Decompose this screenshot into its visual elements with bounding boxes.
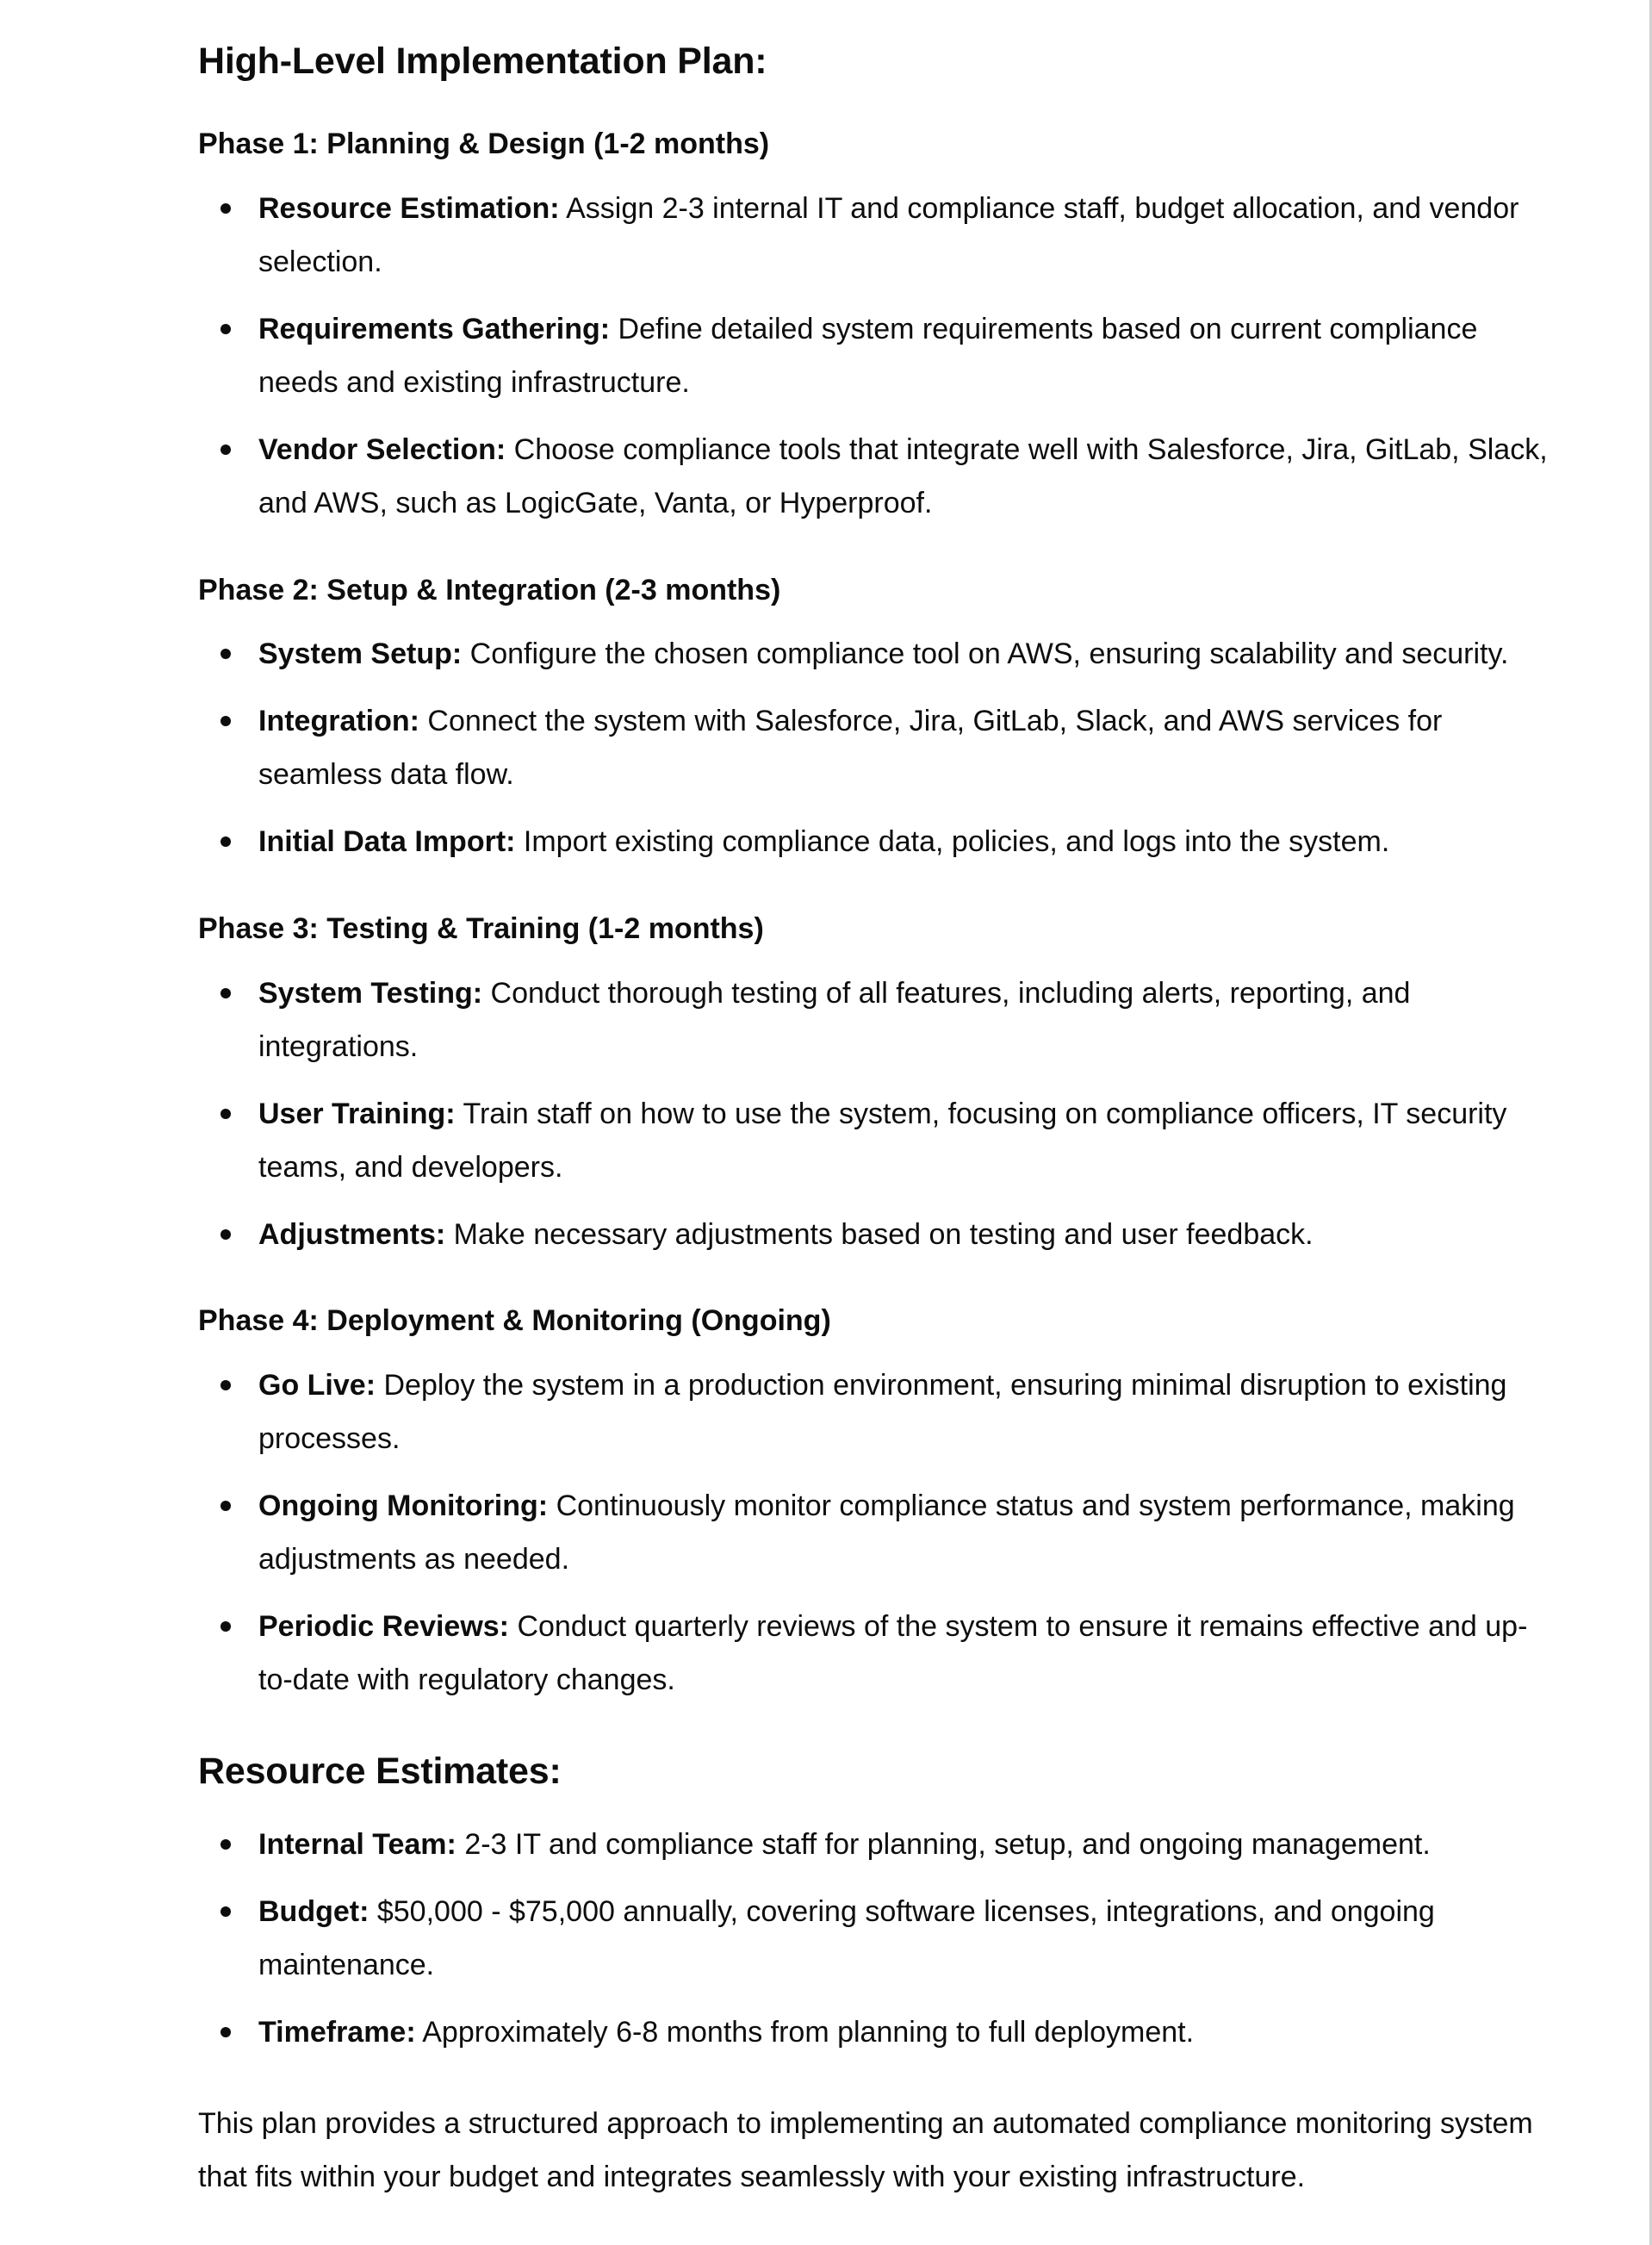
list-item [198, 182, 1559, 289]
phase-1-list [198, 182, 1559, 544]
list-item [198, 2006, 1559, 2059]
bullet-icon [220, 716, 231, 726]
bullet-icon [220, 324, 231, 334]
bullet-icon [220, 1380, 231, 1390]
item-text: Conduct thorough testing of all features, including alerts, reporting, and integrations. [258, 977, 1411, 1063]
closing-paragraph: This plan provides a structured approach to implementing an automated compliance monitoring system that fits within your budget and integrates seamlessly with your existing infrastructure. [198, 2107, 1533, 2193]
phase-2-list [198, 627, 1559, 882]
bullet-icon [220, 1501, 231, 1511]
list-item [198, 1208, 1559, 1261]
item-text: 2-3 IT and compliance staff for planning, setup, and ongoing management. [456, 1828, 1431, 1861]
list-item [198, 1479, 1559, 1586]
list-item [198, 1087, 1559, 1194]
item-label: Ongoing Monitoring: [258, 1489, 549, 1522]
bullet-icon [220, 649, 231, 659]
list-item [198, 694, 1559, 801]
phase-3-heading: Phase 3: Testing & Training (1-2 months) [198, 912, 764, 945]
item-text: Choose compliance tools that integrate well with Salesforce, Jira, GitLab, Slack, and AWS, such as LogicGate, Vanta, or Hyperproof. [258, 433, 1548, 519]
item-text: Deploy the system in a production environment, ensuring minimal disruption to existing processes. [258, 1369, 1507, 1455]
implementation-plan-heading: High-Level Implementation Plan: [198, 40, 767, 82]
item-text: Approximately 6-8 months from planning to full deployment. [415, 2016, 1195, 2049]
list-item [198, 423, 1559, 530]
item-text: Connect the system with Salesforce, Jira, GitLab, Slack, and AWS services for seamless data flow. [258, 705, 1443, 791]
phase-1-heading: Phase 1: Planning & Design (1-2 months) [198, 127, 770, 160]
item-label: Periodic Reviews: [258, 1610, 510, 1643]
item-label: Adjustments: [258, 1218, 446, 1251]
list-item [198, 1885, 1559, 1992]
item-text: Configure the chosen compliance tool on AWS, ensuring scalability and security. [462, 637, 1509, 670]
item-label: Budget: [258, 1895, 370, 1928]
item-label: Initial Data Import: [258, 825, 516, 858]
phase-2-heading: Phase 2: Setup & Integration (2-3 months) [198, 574, 781, 606]
bullet-icon [220, 1906, 231, 1917]
bullet-icon [220, 988, 231, 998]
item-text: $50,000 - $75,000 annually, covering software licenses, integrations, and ongoing maintenance. [258, 1895, 1435, 1981]
list-item [198, 302, 1559, 409]
list-item [198, 967, 1559, 1073]
bullet-icon [220, 445, 231, 455]
item-label: Internal Team: [258, 1828, 456, 1861]
bullet-icon [220, 1621, 231, 1632]
item-text: Continuously monitor compliance status and system performance, making adjustments as needed. [258, 1489, 1515, 1576]
item-text: Import existing compliance data, policies, and logs into the system. [515, 825, 1390, 858]
phase-3-list [198, 967, 1559, 1275]
item-label: Resource Estimation: [258, 192, 560, 225]
item-label: Go Live: [258, 1369, 376, 1402]
bullet-icon [220, 2027, 231, 2037]
item-label: Vendor Selection: [258, 433, 506, 466]
item-text: Train staff on how to use the system, focusing on compliance officers, IT security teams, and developers. [258, 1098, 1507, 1184]
item-label: Requirements Gathering: [258, 313, 611, 345]
list-item [198, 1359, 1559, 1465]
item-text: Make necessary adjustments based on testing and user feedback. [445, 1218, 1314, 1251]
list-item [198, 1600, 1559, 1707]
item-text: Assign 2-3 internal IT and compliance staff, budget allocation, and vendor selection. [258, 192, 1519, 278]
bullet-icon [220, 1109, 231, 1119]
item-label: Integration: [258, 705, 419, 737]
resources-list [198, 1818, 1559, 2073]
phase-4-heading: Phase 4: Deployment & Monitoring (Ongoing) [198, 1304, 831, 1337]
bullet-icon [220, 1839, 231, 1850]
resource-estimates-heading: Resource Estimates: [198, 1751, 562, 1792]
item-label: System Setup: [258, 637, 463, 670]
list-item [198, 627, 1559, 681]
list-item [198, 1818, 1559, 1871]
phase-4-list [198, 1359, 1559, 1720]
bullet-icon [220, 836, 231, 847]
item-text: Define detailed system requirements based on current compliance needs and existing infrastructure. [258, 313, 1478, 399]
item-label: User Training: [258, 1098, 456, 1130]
item-label: System Testing: [258, 977, 483, 1010]
item-label: Timeframe: [258, 2016, 416, 2049]
item-text: Conduct quarterly reviews of the system to ensure it remains effective and up-to-date with regulatory changes. [258, 1610, 1528, 1696]
bullet-icon [220, 203, 231, 214]
list-item [198, 815, 1559, 868]
bullet-icon [220, 1229, 231, 1240]
